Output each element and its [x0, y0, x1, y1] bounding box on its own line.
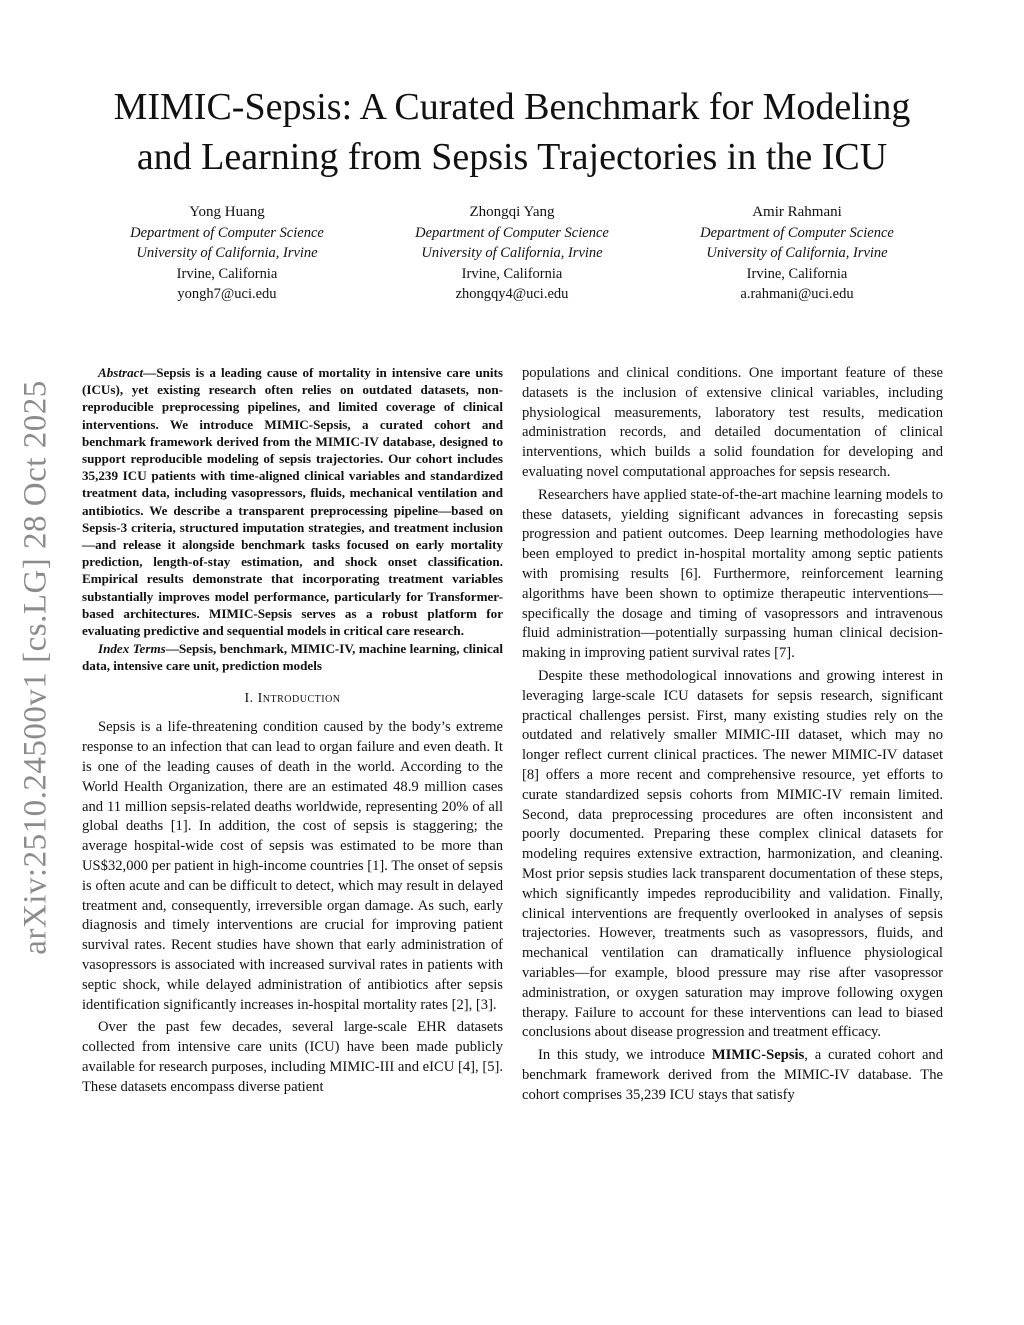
this-study-post: , a curated cohort and benchmark framework derived from the MIMIC-IV database. The cohort comprises 35,239 ICU stays that satisfy	[522, 1047, 944, 1103]
intro-paragraph-2: Over the past few decades, several large-scale EHR datasets collected from intensive care units (ICU) have been made publicly available for research purposes, including MIMIC-III and eICU [4], [5]. These datasets encompass diverse patient	[82, 1019, 503, 1095]
index-terms-text: —Sepsis, benchmark, MIMIC-IV, machine learning, clinical data, intensive care unit, prediction models	[82, 641, 503, 674]
author-1	[92, 202, 362, 305]
author-name: Amir Rahmani	[752, 204, 842, 220]
author-university: University of California, Irvine	[136, 245, 318, 261]
abstract-text: —Sepsis is a leading cause of mortality in intensive care units (ICUs), yet existing research often relies on outdated datasets, non-reproducible preprocessing pipelines, and limited coverage of clinical interventions. We introduce MIMIC-Sepsis, a curated cohort and benchmark framework derived from the MIMIC-IV database, designed to support reproducible modeling of sepsis trajectories. Our cohort includes 35,239 ICU patients with time-aligned clinical variables and standardized treatment data, including vasopressors, fluids, mechanical ventilation and antibiotics. We describe a transparent preprocessing pipeline—based on Sepsis-3 criteria, structured imputation strategies, and treatment inclusion—and release it alongside benchmark tasks focused on early mortality prediction, length-of-stay estimation, and shock onset classification. Empirical results demonstrate that incorporating treatment variables substantially improves model performance, particularly for Transformer-based architectures. MIMIC-Sepsis serves as a robust platform for evaluating predictive and sequential models in critical care research.	[82, 365, 503, 639]
author-3	[662, 202, 932, 305]
right-column	[522, 364, 943, 1105]
author-city: Irvine, California	[176, 265, 278, 282]
author-department: Department of Computer Science	[700, 224, 894, 241]
author-email: a.rahmani@uci.edu	[740, 286, 854, 302]
this-study-pre: In this study, we introduce	[538, 1047, 712, 1064]
body-paragraph-challenges: Despite these methodological innovations and growing interest in leveraging large-scale ICU datasets for sepsis research, significant practical challenges persist. First, many existing studies rely on the outdated and relatively smaller MIMIC-III dataset, which may no longer reflect current clinical practices. The newer MIMIC-IV dataset [8] offers a more recent and comprehensive resource, yet efforts to curate standardized sepsis cohorts from MIMIC-IV remain limited. Second, data preprocessing procedures are often inconsistent and poorly documented. Preparing these complex clinical datasets for modeling requires extensive extraction, harmonization, and cleaning. Most prior sepsis studies lack transparent documentation of these steps, which significantly impedes reproducibility and validation. Finally, clinical interventions are frequently overlooked in analyses of sepsis trajectories. However, treatments such as vasopressors, fluids, and mechanical ventilation can dramatically influence physiological variables—for example, blood pressure may rise after vasopressor administration, or oxygen saturation may improve following oxygen therapy. Failure to account for these interventions can lead to biased conclusions about disease progression and treatment efficacy.	[522, 667, 943, 1041]
abstract	[82, 364, 503, 639]
author-university: University of California, Irvine	[706, 245, 888, 261]
body-paragraph-researchers: Researchers have applied state-of-the-art machine learning models to these datasets, yielding significant advances in forecasting sepsis progression and patient outcomes. Deep learning methodologies have been employed to predict in-hospital mortality among septic patients with promising results [6]. Furthermore, reinforcement learning algorithms have been shown to optimize therapeutic interventions—specifically the dosage and timing of vasopressors and intravenous fluid administration—potentially surpassing human clinical decision-making in improving patient survival rates [7].	[522, 486, 943, 662]
section-number: I.	[244, 690, 254, 706]
left-column	[82, 364, 503, 1098]
intro-paragraph-1: Sepsis is a life-threatening condition caused by the body’s extreme response to an infection that can lead to organ failure and even death. It is one of the leading causes of death in the world. According to the World Health Organization, there are an estimated 48.9 million cases and 11 million sepsis-related deaths worldwide, representing 20% of all global deaths [1]. In addition, the cost of sepsis is staggering; the average hospital-wide cost of sepsis was estimated to be more than US$32,000 per patient in high-income countries [1]. The onset of sepsis is often acute and can be difficult to detect, which may result in delayed treatment and, consequently, irreversible organ damage. As such, early diagnosis and timely interventions are crucial for improving patient survival rates. Recent studies have shown that early administration of vasopressors is associated with increased survival rates in patients with septic shock, while delayed administration of antibiotics after sepsis identification significantly increases in-hospital mortality rates [2], [3].	[82, 719, 503, 1013]
arxiv-identifier	[14, 372, 58, 962]
author-department: Department of Computer Science	[130, 224, 324, 241]
abstract-label: Abstract	[98, 365, 144, 380]
index-terms-label: Index Terms	[98, 641, 166, 657]
author-city: Irvine, California	[461, 265, 563, 282]
author-2	[377, 202, 647, 305]
author-email: zhongqy4@uci.edu	[455, 286, 569, 302]
body-paragraph-this-study	[522, 1046, 943, 1105]
author-name: Yong Huang	[189, 204, 265, 220]
paper-title	[60, 82, 964, 182]
author-department: Department of Computer Science	[415, 224, 609, 241]
body-paragraph-continued: populations and clinical conditions. One important feature of these datasets is the inclusion of extensive clinical variables, including physiological measurements, laboratory test results, medication administration records, and detailed documentation of clinical interventions, which builds a solid foundation for developing and evaluating novel computational approaches for sepsis research.	[522, 365, 943, 480]
author-name: Zhongqi Yang	[469, 204, 555, 220]
title-line-1: MIMIC-Sepsis: A Curated Benchmark for Modeling	[113, 86, 911, 128]
author-city: Irvine, California	[746, 265, 848, 282]
title-line-2: and Learning from Sepsis Trajectories in the ICU	[136, 136, 888, 178]
index-terms	[82, 640, 503, 674]
author-block	[92, 202, 932, 305]
author-university: University of California, Irvine	[421, 245, 603, 261]
section-heading	[82, 689, 503, 709]
section-title: Introduction	[257, 690, 341, 706]
mimic-sepsis-name: MIMIC-Sepsis	[711, 1047, 805, 1064]
arxiv-identifier-text: arXiv:2510.24500v1 [cs.LG] 28 Oct 2025	[17, 379, 54, 955]
author-email: yongh7@uci.edu	[177, 286, 277, 302]
